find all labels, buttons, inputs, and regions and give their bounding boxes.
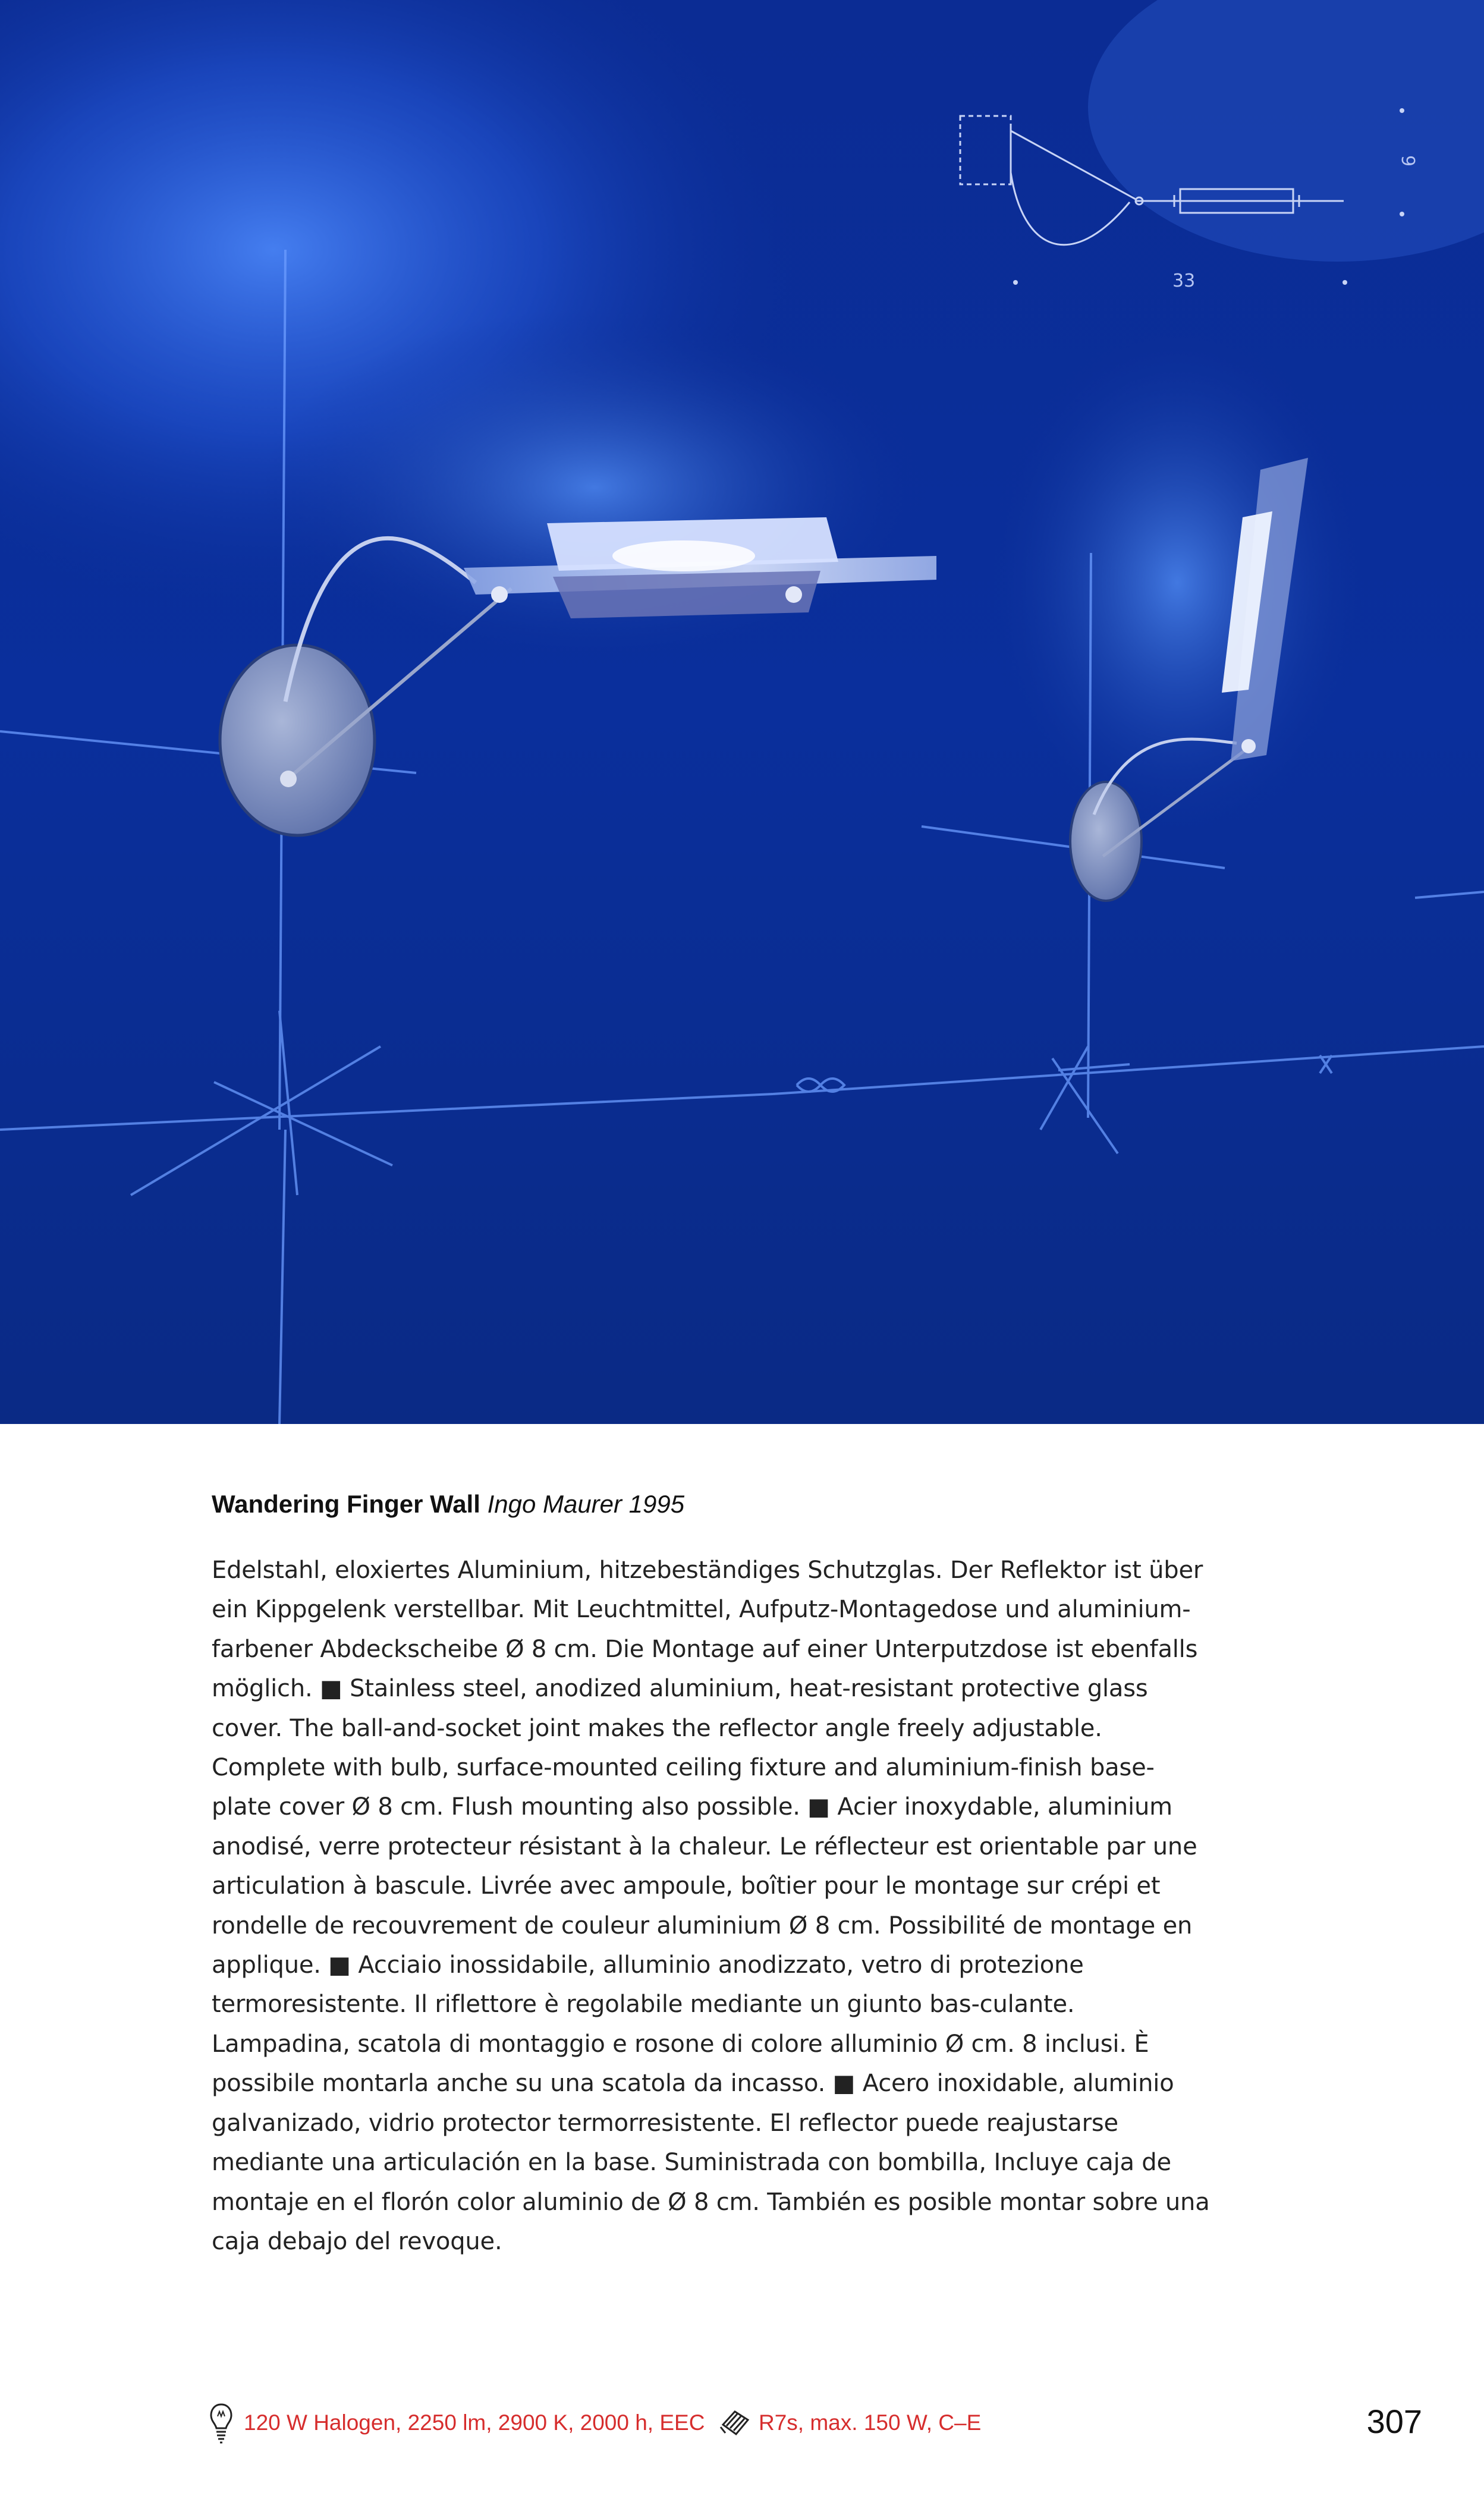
height-dimension-label: 9 xyxy=(1397,155,1418,167)
product-description: Edelstahl, eloxiertes Aluminium, hitzebeständiges Schutzglas. Der Reflektor ist über ein Kippgelenk verstellbar. Mit Leuchtmittel, Aufputz-Montagedose und aluminium-farbener Abdeckscheibe Ø 8 cm. Die Montage auf einer Unterputzdose ist ebenfalls möglich. ■ Stainless steel, anodized aluminium, heat-resistant protective glass cover. The ball-and-socket joint makes the reflector angle freely adjustable. Complete with bulb, surface-mounted ceiling fixture and aluminium-finish base-plate cover Ø 8 cm. Flush mounting also possible. ■ Acier inoxydable, aluminium anodisé, verre protecteur résistant à la chaleur. Le réflecteur est orientable par une articulation à bascule. Livrée avec ampoule, boîtier pour le montage sur crépi et rondelle de recouvrement de couleur aluminium Ø 8 cm. Possibilité de montage en applique. ■ Acciaio inossidabile, alluminio anodizzato, vetro di protezione termoresistente. Il riflettore è regolabile mediante un giunto bas-culante. Lampadina, scatola di montaggio e rosone di colore alluminio Ø cm. 8 inclusi. È possibile montarla anche su una scatola da incasso. ■ Acero inoxidable, aluminio galvanizado, vidrio protector termorresistente. El reflector puede reajustarse mediante una articulación en la base. Suministrada con bombilla, Incluye caja de montaje en el florón color aluminio de Ø 8 cm. También es posible montar sobre una caja debajo del revoque. xyxy=(212,1557,1210,2255)
product-text xyxy=(212,1486,1211,2261)
socket-icon xyxy=(719,2407,752,2439)
lamp-spec: 120 W Halogen, 2250 lm, 2900 K, 2000 h, EEC xyxy=(244,2410,705,2435)
page-number: 307 xyxy=(1366,2403,1422,2440)
socket-spec: R7s, max. 150 W, C–E xyxy=(759,2410,982,2435)
footer xyxy=(209,2402,1422,2450)
designer-credit: Ingo Maurer 1995 xyxy=(487,1490,685,1518)
product-heading xyxy=(212,1486,1211,1522)
width-dimension-label: 33 xyxy=(1172,271,1196,291)
bulb-icon xyxy=(209,2402,233,2445)
product-name: Wandering Finger Wall xyxy=(212,1490,480,1518)
